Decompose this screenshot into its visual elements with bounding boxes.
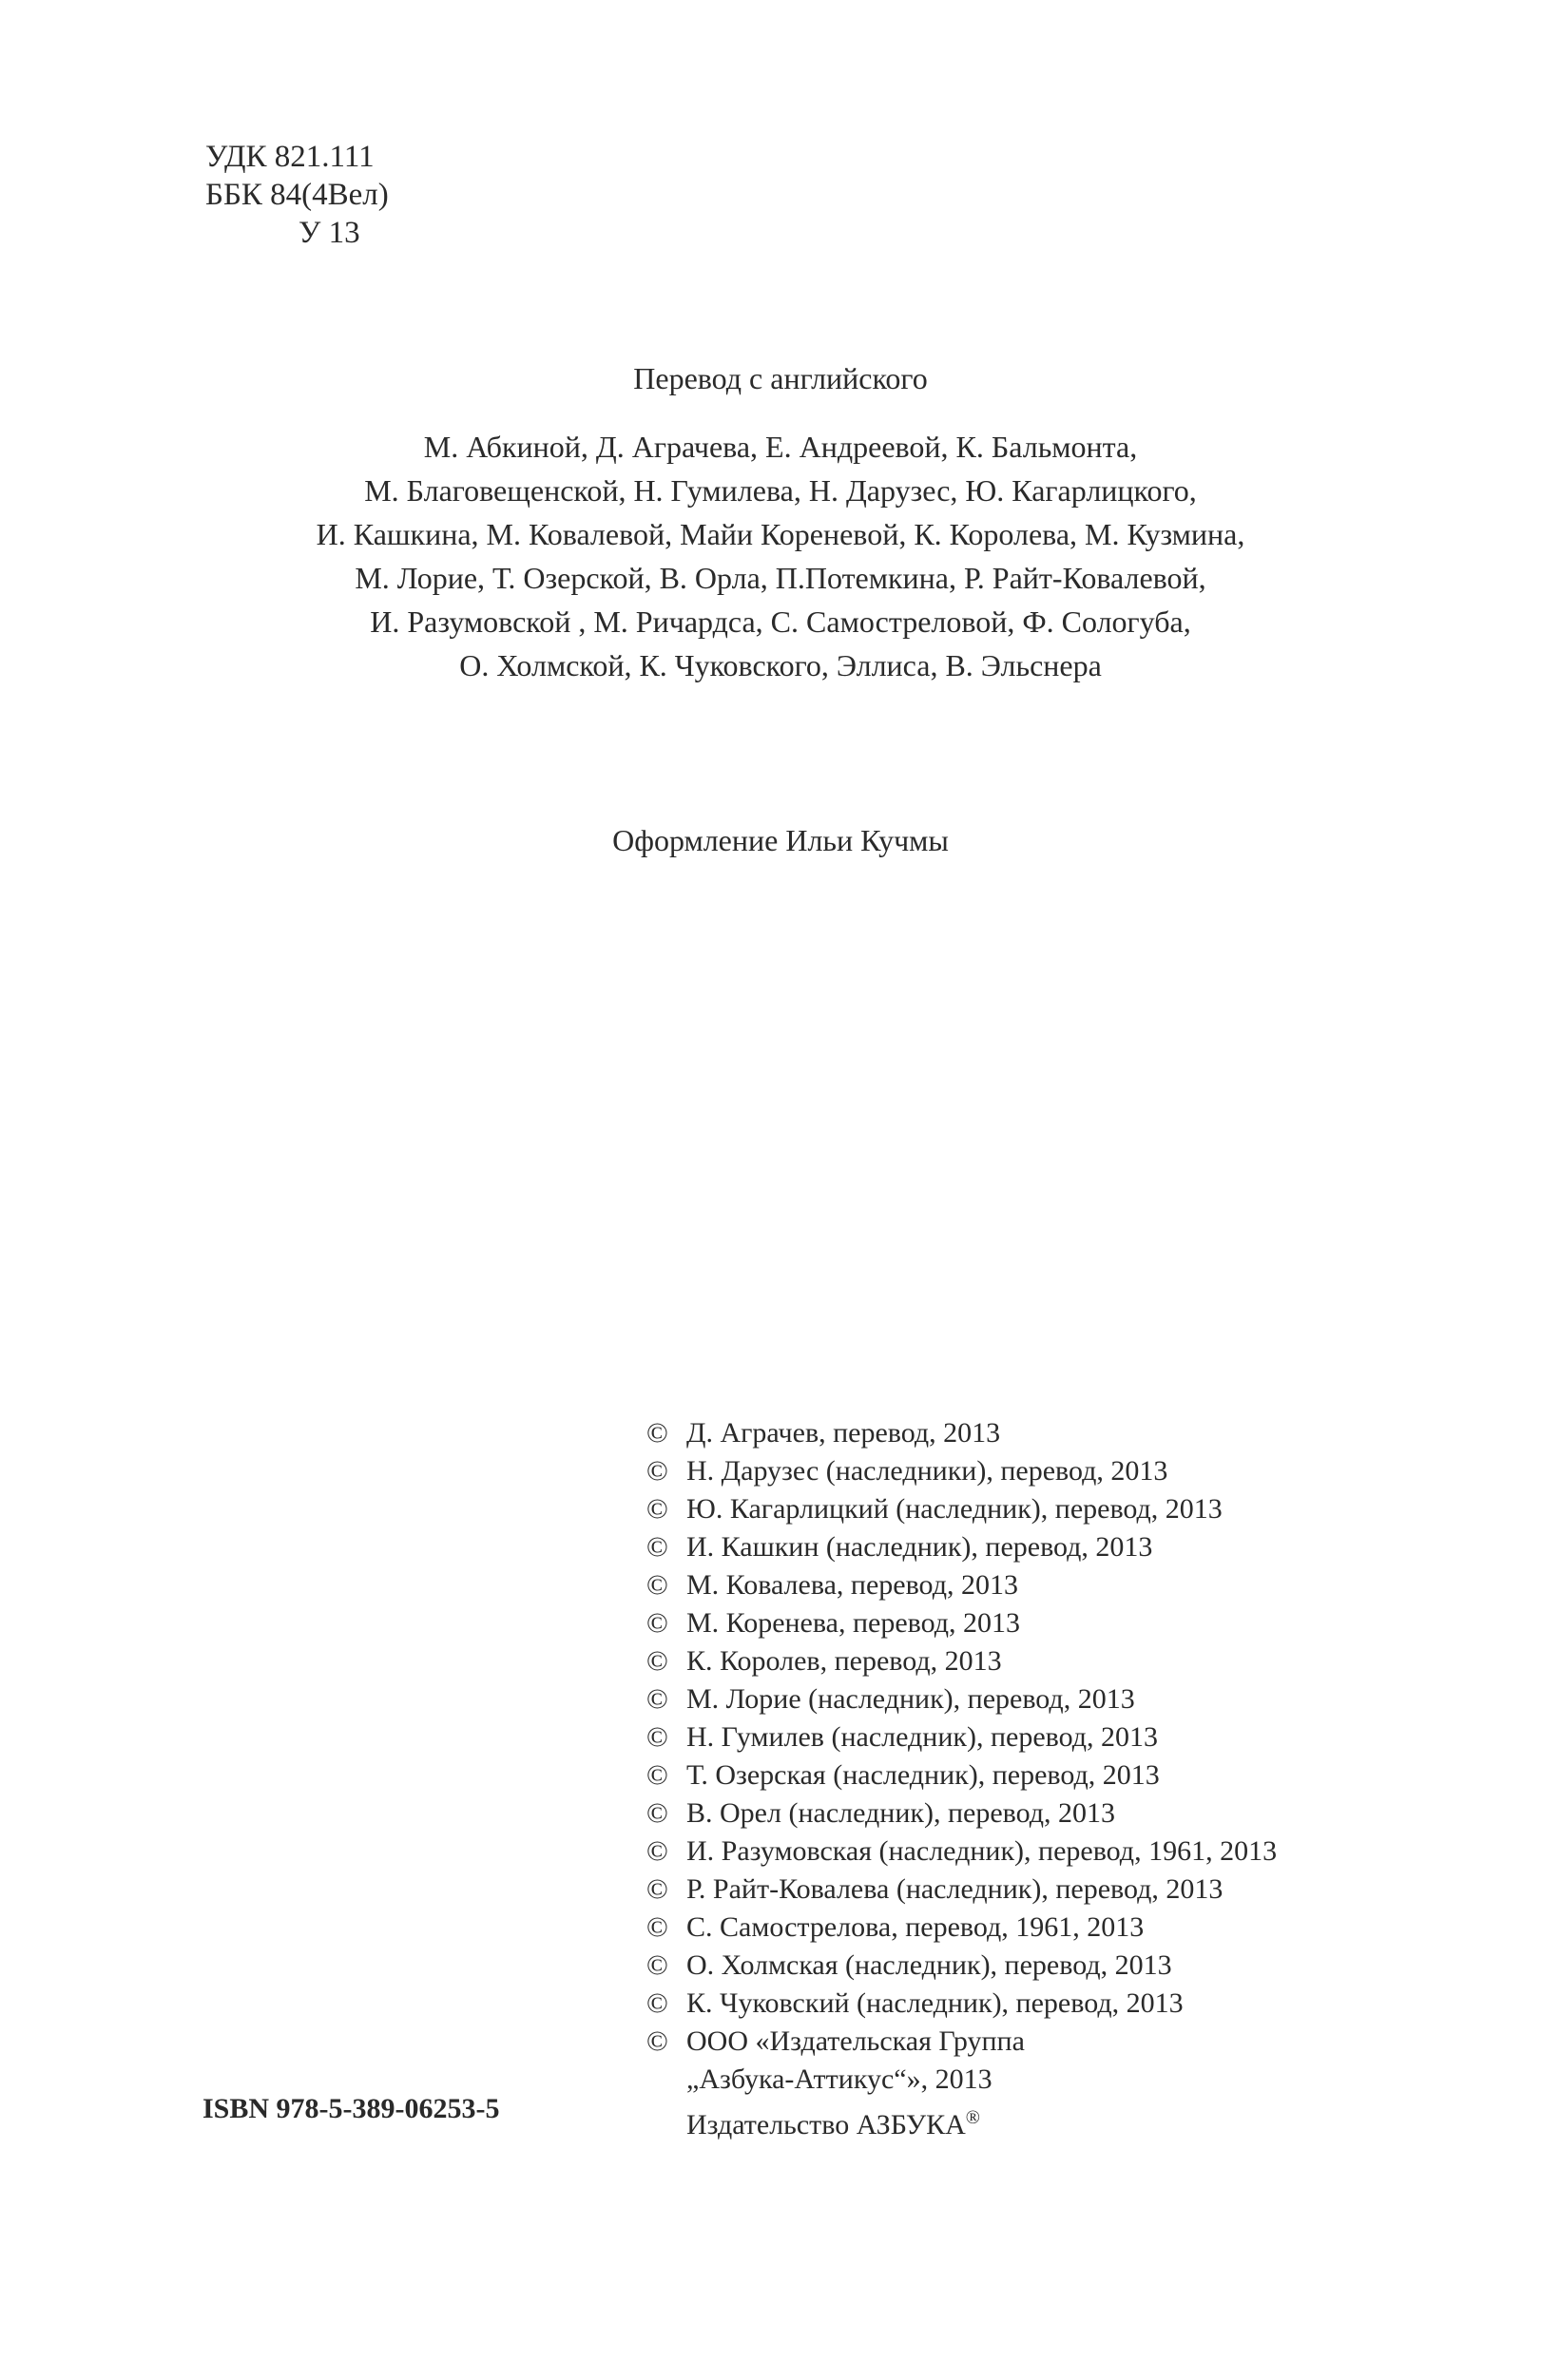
copyright-icon: © [646,1607,668,1639]
translators-list [0,425,1561,687]
copyright-line [646,1604,1277,1642]
copyright-text: Н. Гумилев (наследник), перевод, 2013 [686,1721,1159,1753]
copyright-icon: © [646,2025,668,2057]
publisher-line-1: ООО «Издательская Группа [686,2025,1025,2057]
publisher-line-2: „Азбука-Аттикус“», 2013 [686,2063,992,2095]
isbn-number: ISBN 978-5-389-06253-5 [202,2093,500,2124]
copyright-line [646,1718,1277,1756]
copyright-text: Н. Дарузес (наследники), перевод, 2013 [686,1455,1168,1487]
copyright-line [646,1680,1277,1718]
copyright-line [646,1795,1277,1833]
registered-mark-icon: ® [965,2107,980,2128]
copyright-icon: © [646,1455,668,1487]
copyright-text: К. Чуковский (наследник), перевод, 2013 [686,1987,1184,2019]
copyright-icon: © [646,1417,668,1449]
translators-line: О. Холмской, К. Чуковского, Эллиса, В. Эльснера [459,648,1102,682]
copyright-text: Т. Озерская (наследник), перевод, 2013 [686,1759,1160,1791]
copyright-icon: © [646,1949,668,1981]
translators-line: М. Благовещенской, Н. Гумилева, Н. Дарузес, Ю. Кагарлицкого, [364,473,1197,508]
copyright-text: С. Самострелова, перевод, 1961, 2013 [686,1911,1145,1943]
translators-line: И. Разумовской , М. Ричардса, С. Самостреловой, Ф. Сологуба, [370,605,1191,639]
copyright-text: Р. Райт-Ковалева (наследник), перевод, 2013 [686,1873,1224,1905]
copyright-block [646,1414,1277,2144]
copyright-text: Д. Аграчев, перевод, 2013 [686,1417,1001,1449]
copyright-line [646,1414,1277,1452]
copyright-line [646,1947,1277,1985]
copyright-line [646,1452,1277,1490]
copyright-line [646,1985,1277,2023]
copyright-line [646,1871,1277,1909]
copyright-icon: © [646,1569,668,1601]
copyright-text: М. Лорие (наследник), перевод, 2013 [686,1683,1135,1715]
classification-codes [205,138,389,252]
copyright-line [646,1756,1277,1795]
translators-line: М. Лорие, Т. Озерской, В. Орла, П.Потемкина, Р. Райт-Ковалевой, [355,561,1206,595]
copyright-icon: © [646,1797,668,1829]
udk-code: УДК 821.111 [205,140,375,174]
copyright-icon: © [646,1683,668,1715]
copyright-text: М. Ковалева, перевод, 2013 [686,1569,1018,1601]
translation-heading: Перевод с английского [633,361,928,395]
copyright-icon: © [646,1873,668,1905]
copyright-text: О. Холмская (наследник), перевод, 2013 [686,1949,1172,1981]
translators-line: И. Кашкина, М. Ковалевой, Майи Кореневой, К. Королева, М. Кузмина, [316,517,1245,551]
copyright-icon: © [646,1835,668,1867]
copyright-text: М. Коренева, перевод, 2013 [686,1607,1021,1639]
copyright-icon: © [646,1759,668,1791]
copyright-text: И. Разумовская (наследник), перевод, 1961, 2013 [686,1835,1278,1867]
copyright-text: Ю. Кагарлицкий (наследник), перевод, 2013 [686,1493,1223,1525]
copyright-icon: © [646,1911,668,1943]
copyright-icon: © [646,1721,668,1753]
copyright-text: К. Королев, перевод, 2013 [686,1645,1002,1677]
copyright-line [646,1833,1277,1871]
copyright-line [646,1909,1277,1947]
copyright-icon: © [646,1645,668,1677]
copyright-icon: © [646,1531,668,1563]
design-credit: Оформление Ильи Кучмы [612,823,949,857]
copyright-line [646,1642,1277,1680]
publisher-line-3 [646,2099,1277,2144]
copyright-text: И. Кашкин (наследник), перевод, 2013 [686,1531,1153,1563]
author-mark: У 13 [299,216,360,250]
copyright-line [646,1490,1277,1528]
publisher-copyright [646,2023,1277,2061]
copyright-text: В. Орел (наследник), перевод, 2013 [686,1797,1116,1829]
copyright-line [646,1528,1277,1566]
copyright-icon: © [646,1493,668,1525]
bbk-code: ББК 84(4Вел) [205,178,389,212]
translators-line: М. Абкиной, Д. Аграчева, Е. Андреевой, К. Бальмонта, [423,430,1138,464]
copyright-line [646,1566,1277,1604]
publisher-name: Издательство АЗБУКА [686,2109,966,2140]
copyright-icon: © [646,1987,668,2019]
